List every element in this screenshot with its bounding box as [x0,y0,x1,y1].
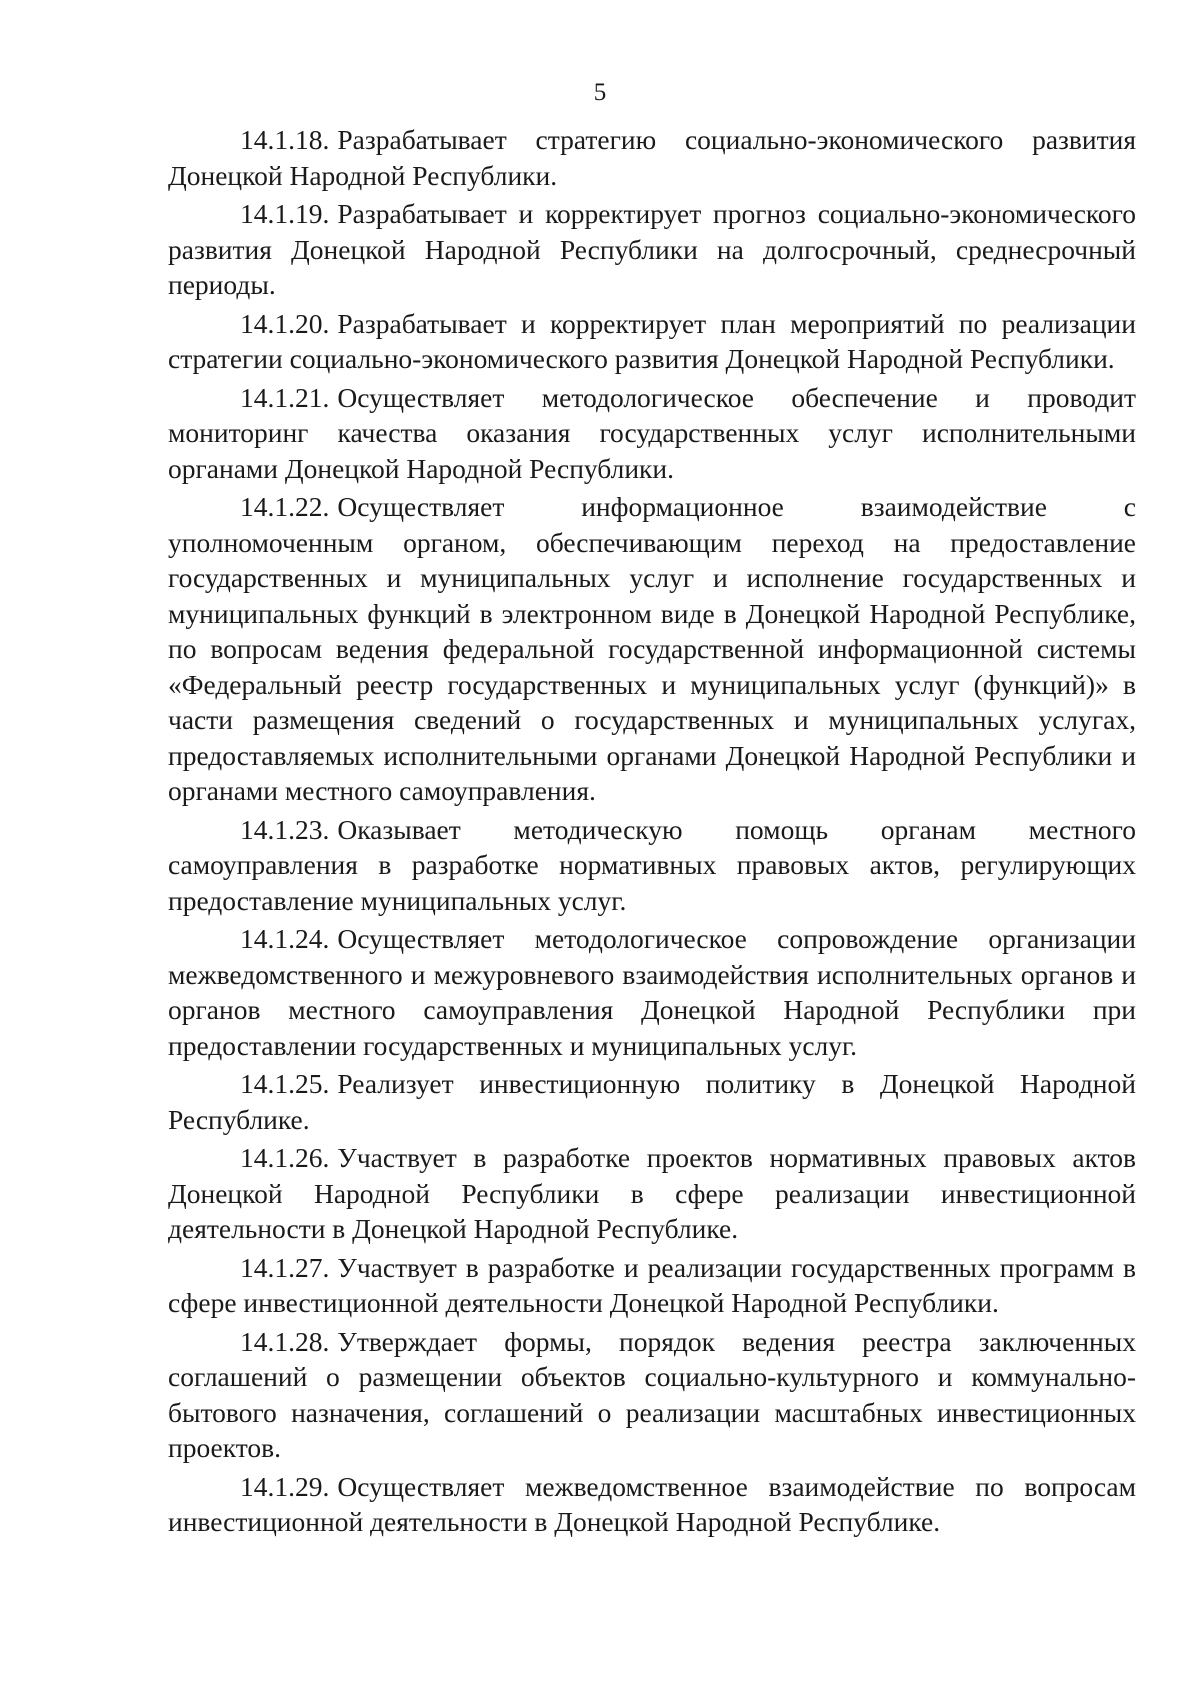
clause-number: 14.1.25. [240,1068,330,1099]
clause-text: Оказывает методическую помощь органам местного самоуправления в разработке нормативных правовых актов, регулирующих предоставление муниципальных услуг. [168,813,1136,916]
paragraph-14-1-20 [168,306,1136,377]
clause-text: Участвует в разработке и реализации государственных программ в сфере инвестиционной деятельности Донецкой Народной Республики. [168,1251,1136,1318]
clause-number: 14.1.21. [240,381,330,413]
clause-number: 14.1.22. [240,491,330,522]
document-body [168,122,1136,1543]
clause-number: 14.1.29. [240,1470,330,1502]
clause-text: Осуществляет методологическое сопровождение организации межведомственного и межуровневого взаимодействия исполнительных органов и органов местного самоуправления Донецкой Народной Республики при предоставлении государственных и муниципальных услуг. [168,923,1136,1061]
clause-number: 14.1.18. [240,124,330,155]
clause-number: 14.1.24. [240,923,330,954]
clause-text: Разрабатывает и корректирует прогноз социально-экономического развития Донецкой Народной Республики на долгосрочный, среднесрочный периоды. [168,198,1136,300]
page-number: 5 [593,79,607,106]
clause-number: 14.1.26. [240,1142,330,1173]
clause-text: Реализует инвестиционную политику в Донецкой Народной Республике. [168,1068,1136,1135]
clause-text: Осуществляет межведомственное взаимодействие по вопросам инвестиционной деятельности в Донецкой Народной Республике. [168,1470,1136,1537]
paragraph-14-1-26 [168,1140,1136,1247]
clause-number: 14.1.20. [240,307,330,339]
clause-number: 14.1.28. [240,1325,330,1357]
clause-text: Осуществляет методологическое обеспечение и проводит мониторинг качества оказания государственных услуг исполнительными органами Донецкой Народной Республики. [168,381,1136,484]
paragraph-14-1-18 [168,122,1136,193]
clause-text: Осуществляет информационное взаимодействие с уполномоченным органом, обеспечивающим переход на предоставление государственных и муниципальных услуг и исполнение государственных и муниципальных функций в электронном виде в Донецкой Народной Республике, по вопросам ведения федеральной государственной информационной системы «Федеральный реестр государственных и муниципальных услуг (функций)» в части размещения сведений о государственных и муниципальных услугах, предоставляемых исполнительными органами Донецкой Народной Республики и органами местного самоуправления. [168,491,1136,806]
paragraph-14-1-19 [168,196,1136,303]
clause-number: 14.1.19. [240,198,330,229]
clause-text: Участвует в разработке проектов нормативных правовых актов Донецкой Народной Республики в сфере реализации инвестиционной деятельности в Донецкой Народной Республике. [168,1142,1136,1244]
paragraph-14-1-21 [168,380,1136,487]
clause-text: Утверждает формы, порядок ведения реестра заключенных соглашений о размещении объектов социально-культурного и коммунально-бытового назначения, соглашений о реализации масштабных инвестиционных проектов. [168,1325,1136,1463]
paragraph-14-1-24 [168,921,1136,1063]
paragraph-14-1-23 [168,812,1136,919]
clause-text: Разрабатывает стратегию социально-экономического развития Донецкой Народной Республики. [168,124,1136,191]
paragraph-14-1-27 [168,1250,1136,1321]
paragraph-14-1-22 [168,489,1136,809]
paragraph-14-1-29 [168,1469,1136,1540]
paragraph-14-1-28 [168,1324,1136,1466]
clause-text: Разрабатывает и корректирует план мероприятий по реализации стратегии социально-экономического развития Донецкой Народной Республики. [168,307,1136,374]
clause-number: 14.1.23. [240,813,330,845]
clause-number: 14.1.27. [240,1251,330,1283]
paragraph-14-1-25 [168,1066,1136,1137]
